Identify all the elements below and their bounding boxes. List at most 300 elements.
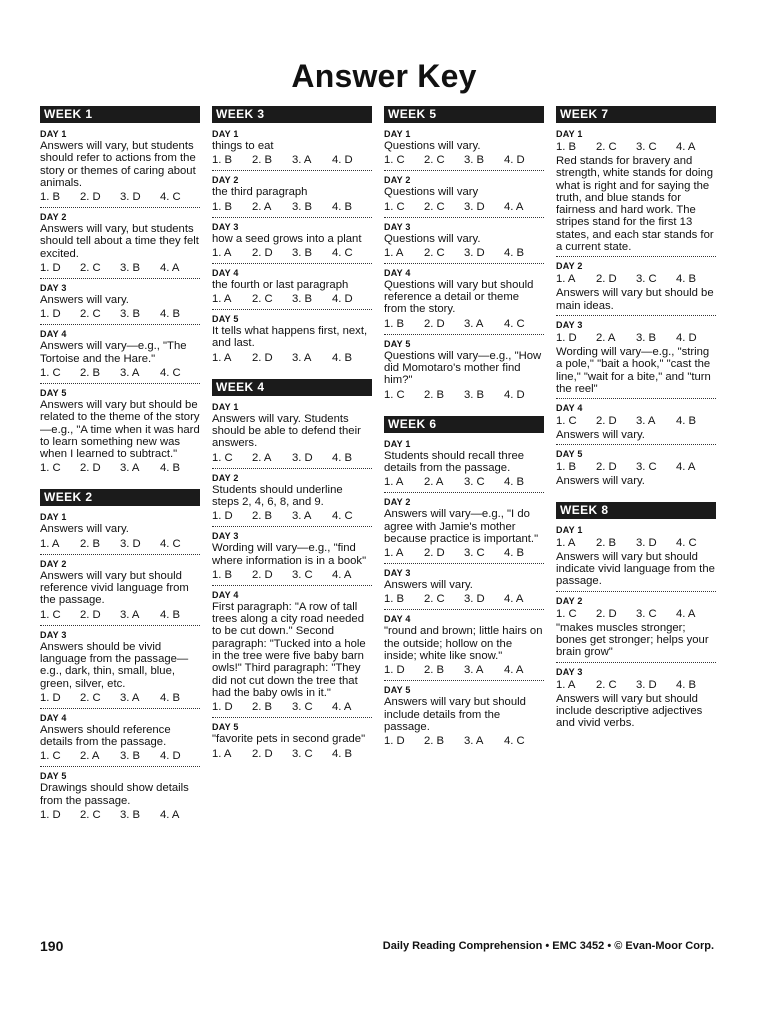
multiple-choice-answers — [556, 608, 716, 621]
choice-answer: 1. A — [212, 747, 232, 760]
day-block — [40, 388, 200, 475]
multiple-choice-answers — [40, 262, 200, 275]
day-block — [556, 403, 716, 441]
choice-answer: 3. C — [636, 273, 657, 286]
choice-answer: 3. A — [636, 415, 656, 428]
day-answer-text: Red stands for bravery and strength, white stands for doing what is right and for saying the truth, and blue stands for fairness and hard work. The stripes stand for the first 13 states, and each star stands for a current state. — [556, 155, 714, 254]
choice-answer: 3. A — [120, 366, 140, 379]
day-block — [384, 497, 544, 560]
day-block — [556, 525, 716, 588]
choice-answer: 1. D — [212, 701, 233, 714]
choice-answer: 1. D — [384, 735, 405, 748]
choice-answer: 1. A — [556, 678, 576, 691]
day-answer-text: Answers will vary. — [556, 429, 645, 442]
dotted-divider — [556, 398, 716, 399]
day-answer-text: Answers will vary, but students should tell about a time they felt excited. — [40, 223, 199, 260]
day-answer-text: Answers will vary. — [40, 294, 129, 307]
choice-answer: 4. A — [160, 809, 180, 822]
day-answer-text: It tells what happens first, next, and last. — [212, 325, 368, 350]
choice-answer: 3. A — [464, 664, 484, 677]
dotted-divider — [212, 217, 372, 218]
multiple-choice-answers — [40, 809, 200, 822]
day-answer-text: Answers will vary. — [556, 475, 645, 488]
choice-answer: 3. B — [120, 809, 141, 822]
choice-answer: 4. A — [504, 664, 524, 677]
day-answer-text: Answers will vary, but students should refer to actions from the story or themes of caring about animals. — [40, 140, 196, 189]
day-label: DAY 2 — [556, 261, 583, 272]
day-label: DAY 3 — [384, 221, 411, 232]
day-block — [556, 596, 716, 659]
day-label: DAY 5 — [212, 314, 239, 325]
choice-answer: 3. C — [464, 547, 485, 560]
choice-answer: 2. C — [80, 308, 101, 321]
choice-answer: 2. D — [596, 273, 617, 286]
choice-answer: 4. B — [332, 200, 353, 213]
week-header: WEEK 3 — [212, 106, 372, 123]
dotted-divider — [212, 585, 372, 586]
choice-answer: 2. A — [252, 451, 272, 464]
day-block — [384, 339, 544, 402]
multiple-choice-answers — [212, 510, 372, 523]
day-block — [212, 722, 372, 760]
choice-answer: 2. C — [424, 200, 445, 213]
choice-answer: 1. B — [384, 317, 405, 330]
day-block — [40, 283, 200, 321]
day-answer-text: the fourth or last paragraph — [212, 278, 349, 291]
multiple-choice-answers — [384, 664, 544, 677]
day-label: DAY 1 — [212, 129, 239, 139]
multiple-choice-answers — [212, 569, 372, 582]
choice-answer: 2. D — [424, 547, 445, 560]
day-label: DAY 3 — [556, 666, 583, 677]
answer-column-1 — [40, 106, 200, 822]
choice-answer: 2. B — [252, 701, 273, 714]
choice-answer: 2. B — [424, 664, 445, 677]
choice-answer: 4. C — [160, 191, 181, 204]
day-answer-text: Students should underline steps 2, 4, 6, 8, and 9. — [212, 483, 343, 508]
choice-answer: 4. A — [676, 607, 696, 620]
week-header: WEEK 6 — [384, 416, 544, 433]
choice-answer: 2. D — [80, 608, 101, 621]
dotted-divider — [384, 263, 544, 264]
day-block — [212, 222, 372, 260]
day-label: DAY 3 — [212, 221, 239, 232]
choice-answer: 2. D — [252, 246, 273, 259]
choice-answer: 4. B — [504, 547, 525, 560]
day-answer-text: things to eat — [212, 140, 274, 152]
choice-answer: 3. C — [292, 747, 313, 760]
multiple-choice-answers — [40, 692, 200, 705]
answer-column-4 — [556, 106, 716, 729]
dotted-divider — [40, 278, 200, 279]
day-answer-text: Answers will vary. Students should be able to defend their answers. — [212, 412, 361, 450]
choice-answer: 4. C — [160, 366, 181, 379]
multiple-choice-answers — [384, 318, 544, 331]
day-label: DAY 1 — [384, 129, 411, 139]
choice-answer: 4. D — [160, 750, 181, 763]
dotted-divider — [212, 309, 372, 310]
day-answer-text: the third paragraph — [212, 186, 308, 199]
dotted-divider — [40, 383, 200, 384]
dotted-divider — [212, 717, 372, 718]
dotted-divider — [384, 217, 544, 218]
multiple-choice-answers — [212, 247, 372, 260]
choice-answer: 4. C — [676, 536, 697, 549]
dotted-divider — [40, 324, 200, 325]
day-block — [40, 559, 200, 622]
choice-answer: 2. D — [252, 568, 273, 581]
choice-answer: 1. B — [212, 568, 233, 581]
choice-answer: 4. D — [504, 154, 525, 167]
choice-answer: 4. A — [332, 568, 352, 581]
day-block — [40, 212, 200, 275]
day-answer-text: "makes muscles stronger; bones get stronger; helps your brain grow" — [556, 621, 709, 659]
day-label: DAY 4 — [384, 614, 411, 625]
choice-answer: 1. D — [40, 308, 61, 321]
day-label: DAY 3 — [384, 568, 411, 579]
dotted-divider — [556, 662, 716, 663]
day-block — [384, 222, 544, 260]
day-answer-text: Students should recall three details from the passage. — [384, 449, 525, 474]
choice-answer: 1. D — [40, 809, 61, 822]
page-number: 190 — [40, 938, 64, 954]
multiple-choice-answers — [212, 452, 372, 465]
answer-column-3 — [384, 106, 544, 748]
dotted-divider — [384, 334, 544, 335]
day-block — [40, 771, 200, 822]
day-label: DAY 2 — [40, 212, 67, 223]
choice-answer: 3. B — [120, 262, 141, 275]
choice-answer: 1. A — [212, 293, 232, 306]
day-answer-text: Questions will vary. — [384, 140, 481, 152]
day-label: DAY 5 — [40, 771, 67, 782]
choice-answer: 2. C — [424, 154, 445, 167]
multiple-choice-answers — [384, 247, 544, 260]
choice-answer: 3. D — [464, 593, 485, 606]
choice-answer: 2. B — [252, 154, 273, 167]
day-block — [556, 129, 716, 253]
choice-answer: 3. A — [292, 510, 312, 523]
day-block — [212, 129, 372, 167]
day-answer-text: Answers will vary—e.g., "I do agree with Jamie's mother because practice is important." — [384, 508, 539, 545]
choice-answer: 1. C — [40, 608, 61, 621]
choice-answer: 4. B — [332, 747, 353, 760]
choice-answer: 3. A — [292, 351, 312, 364]
day-block — [384, 129, 544, 167]
dotted-divider — [40, 554, 200, 555]
dotted-divider — [556, 444, 716, 445]
day-answer-text: "favorite pets in second grade" — [212, 733, 366, 746]
choice-answer: 2. B — [424, 388, 445, 401]
week-header: WEEK 8 — [556, 502, 716, 519]
choice-answer: 4. B — [676, 273, 697, 286]
choice-answer: 2. C — [80, 691, 101, 704]
choice-answer: 3. B — [120, 308, 141, 321]
choice-answer: 1. A — [384, 547, 404, 560]
choice-answer: 3. D — [464, 200, 485, 213]
dotted-divider — [384, 680, 544, 681]
choice-answer: 3. D — [636, 536, 657, 549]
dotted-divider — [384, 563, 544, 564]
choice-answer: 4. A — [504, 593, 524, 606]
choice-answer: 2. D — [596, 461, 617, 474]
choice-answer: 1. C — [40, 366, 61, 379]
multiple-choice-answers — [556, 537, 716, 550]
day-block — [40, 329, 200, 380]
multiple-choice-answers — [556, 415, 716, 428]
choice-answer: 1. C — [556, 607, 577, 620]
day-label: DAY 2 — [212, 472, 239, 483]
multiple-choice-answers — [212, 293, 372, 306]
multiple-choice-answers — [384, 154, 544, 167]
day-label: DAY 5 — [384, 338, 411, 349]
day-answer-text: Answers will vary. — [40, 523, 129, 536]
day-block — [40, 713, 200, 764]
day-label: DAY 3 — [556, 319, 583, 330]
day-label: DAY 4 — [40, 712, 67, 723]
multiple-choice-answers — [212, 352, 372, 365]
choice-answer: 4. B — [676, 678, 697, 691]
choice-answer: 4. A — [504, 200, 524, 213]
choice-answer: 2. C — [80, 809, 101, 822]
choice-answer: 2. B — [252, 510, 273, 523]
choice-answer: 3. B — [292, 293, 313, 306]
multiple-choice-answers — [384, 201, 544, 214]
day-label: DAY 3 — [212, 531, 239, 542]
answer-column-2 — [212, 106, 372, 761]
choice-answer: 3. A — [120, 608, 140, 621]
day-label: DAY 1 — [556, 524, 583, 535]
dotted-divider — [212, 468, 372, 469]
choice-answer: 2. B — [80, 537, 101, 550]
day-label: DAY 2 — [212, 175, 239, 186]
choice-answer: 1. C — [384, 388, 405, 401]
dotted-divider — [556, 256, 716, 257]
choice-answer: 1. B — [212, 200, 233, 213]
day-label: DAY 5 — [212, 722, 239, 733]
choice-answer: 4. B — [160, 462, 181, 475]
multiple-choice-answers — [40, 462, 200, 475]
footer-credit: Daily Reading Comprehension • EMC 3452 • © Evan-Moor Corp. — [382, 940, 714, 952]
multiple-choice-answers — [384, 476, 544, 489]
week-header: WEEK 2 — [40, 489, 200, 506]
multiple-choice-answers — [212, 701, 372, 714]
choice-answer: 3. C — [636, 141, 657, 153]
day-answer-text: Wording will vary—e.g., "find where information is in a book" — [212, 542, 367, 567]
choice-answer: 2. B — [596, 536, 617, 549]
multiple-choice-answers — [384, 593, 544, 606]
day-answer-text: Questions will vary. — [384, 232, 481, 245]
choice-answer: 2. C — [596, 141, 617, 153]
day-block — [212, 268, 372, 306]
multiple-choice-answers — [556, 332, 716, 345]
day-label: DAY 5 — [40, 387, 67, 398]
choice-answer: 4. D — [332, 293, 353, 306]
day-label: DAY 5 — [384, 685, 411, 696]
choice-answer: 4. A — [676, 141, 696, 153]
week-header: WEEK 5 — [384, 106, 544, 123]
day-label: DAY 2 — [384, 497, 411, 508]
day-block — [556, 261, 716, 312]
multiple-choice-answers — [40, 538, 200, 551]
choice-answer: 2. B — [80, 366, 101, 379]
choice-answer: 2. D — [80, 191, 101, 204]
choice-answer: 4. A — [676, 461, 696, 474]
day-block — [212, 314, 372, 365]
choice-answer: 4. C — [332, 510, 353, 523]
multiple-choice-answers — [40, 367, 200, 380]
choice-answer: 3. A — [292, 154, 312, 167]
choice-answer: 4. D — [332, 154, 353, 167]
choice-answer: 4. C — [160, 537, 181, 550]
choice-answer: 1. C — [384, 154, 405, 167]
dotted-divider — [40, 708, 200, 709]
day-block — [384, 685, 544, 748]
choice-answer: 3. A — [120, 462, 140, 475]
day-answer-text: Answers will vary but should indicate vivid language from the passage. — [556, 550, 715, 588]
day-block — [212, 531, 372, 582]
day-label: DAY 5 — [556, 449, 583, 460]
dotted-divider — [556, 315, 716, 316]
choice-answer: 4. A — [160, 262, 180, 275]
multiple-choice-answers — [40, 191, 200, 204]
day-answer-text: how a seed grows into a plant — [212, 232, 362, 245]
day-answer-text: Answers will vary. — [384, 579, 473, 592]
choice-answer: 2. D — [424, 317, 445, 330]
choice-answer: 1. A — [384, 246, 404, 259]
choice-answer: 4. B — [332, 351, 353, 364]
day-label: DAY 2 — [384, 175, 411, 186]
week-header: WEEK 1 — [40, 106, 200, 123]
choice-answer: 2. C — [80, 262, 101, 275]
multiple-choice-answers — [212, 201, 372, 214]
choice-answer: 1. D — [384, 664, 405, 677]
choice-answer: 4. B — [332, 451, 353, 464]
choice-answer: 2. D — [252, 351, 273, 364]
choice-answer: 2. C — [252, 293, 273, 306]
dotted-divider — [384, 492, 544, 493]
choice-answer: 4. D — [676, 331, 697, 344]
choice-answer: 2. C — [424, 593, 445, 606]
choice-answer: 1. A — [212, 246, 232, 259]
dotted-divider — [556, 591, 716, 592]
choice-answer: 3. B — [464, 154, 485, 167]
multiple-choice-answers — [212, 748, 372, 761]
choice-answer: 1. D — [40, 691, 61, 704]
choice-answer: 3. B — [464, 388, 485, 401]
day-block — [556, 667, 716, 730]
choice-answer: 4. C — [504, 317, 525, 330]
multiple-choice-answers — [384, 735, 544, 748]
choice-answer: 4. B — [160, 608, 181, 621]
day-label: DAY 1 — [556, 129, 583, 139]
choice-answer: 1. A — [40, 537, 60, 550]
multiple-choice-answers — [40, 308, 200, 321]
day-label: DAY 3 — [40, 283, 67, 294]
choice-answer: 3. B — [292, 246, 313, 259]
day-block — [384, 568, 544, 606]
choice-answer: 1. A — [556, 536, 576, 549]
dotted-divider — [40, 625, 200, 626]
choice-answer: 1. A — [212, 351, 232, 364]
day-label: DAY 2 — [556, 595, 583, 606]
choice-answer: 3. C — [292, 568, 313, 581]
choice-answer: 1. D — [40, 262, 61, 275]
day-block — [384, 175, 544, 213]
dotted-divider — [384, 170, 544, 171]
multiple-choice-answers — [556, 141, 716, 154]
choice-answer: 3. A — [464, 735, 484, 748]
day-label: DAY 4 — [212, 589, 239, 600]
page-title: Answer Key — [291, 58, 477, 94]
choice-answer: 2. C — [424, 246, 445, 259]
choice-answer: 2. C — [596, 678, 617, 691]
day-answer-text: Answers will vary but should be main ideas. — [556, 287, 714, 312]
day-answer-text: Questions will vary—e.g., "How did Momotaro's mother find him?" — [384, 349, 542, 387]
day-answer-text: Answers will vary but should include details from the passage. — [384, 696, 526, 733]
choice-answer: 3. A — [120, 691, 140, 704]
multiple-choice-answers — [40, 609, 200, 622]
day-answer-text: First paragraph: "A row of tall trees along a city road needed to be cut down." Second paragraph: "Tucked into a hole in the tree were five baby barn owls!" Third paragraph: "They did not cut down the tree that had the baby owls in it." — [212, 600, 366, 699]
day-block — [212, 175, 372, 213]
day-block — [40, 129, 200, 204]
choice-answer: 1. B — [40, 191, 61, 204]
day-answer-text: Answers will vary but should include descriptive adjectives and vivid verbs. — [556, 692, 703, 730]
choice-answer: 3. D — [636, 678, 657, 691]
day-answer-text: Answers will vary but should be related to the theme of the story—e.g., "A time when it was hard to learn something new was when I learned to subtract." — [40, 398, 200, 461]
day-answer-text: Questions will vary but should reference a detail or theme from the story. — [384, 278, 534, 316]
choice-answer: 1. B — [384, 593, 405, 606]
day-label: DAY 1 — [212, 401, 239, 412]
day-label: DAY 4 — [384, 267, 411, 278]
day-answer-text: Questions will vary — [384, 186, 479, 199]
dotted-divider — [40, 766, 200, 767]
day-answer-text: Answers should reference details from the passage. — [40, 723, 171, 749]
choice-answer: 4. D — [504, 388, 525, 401]
day-block — [212, 590, 372, 714]
choice-answer: 1. D — [212, 510, 233, 523]
day-block — [384, 439, 544, 490]
choice-answer: 3. B — [292, 200, 313, 213]
day-block — [384, 614, 544, 677]
multiple-choice-answers — [384, 389, 544, 402]
choice-answer: 1. D — [556, 331, 577, 344]
multiple-choice-answers — [40, 750, 200, 763]
day-answer-text: Answers will vary—e.g., "The Tortoise and the Hare." — [40, 340, 187, 365]
choice-answer: 3. D — [464, 246, 485, 259]
day-block — [40, 512, 200, 550]
day-block — [212, 473, 372, 524]
choice-answer: 1. C — [40, 750, 61, 763]
multiple-choice-answers — [212, 154, 372, 167]
choice-answer: 1. A — [556, 273, 576, 286]
choice-answer: 4. A — [332, 701, 352, 714]
choice-answer: 4. B — [676, 415, 697, 428]
choice-answer: 3. C — [636, 461, 657, 474]
choice-answer: 1. C — [384, 200, 405, 213]
multiple-choice-answers — [556, 273, 716, 286]
choice-answer: 1. A — [384, 476, 404, 489]
multiple-choice-answers — [556, 679, 716, 692]
choice-answer: 3. A — [464, 317, 484, 330]
day-label: DAY 4 — [556, 403, 583, 414]
choice-answer: 1. B — [212, 154, 233, 167]
day-label: DAY 4 — [212, 267, 239, 278]
multiple-choice-answers — [556, 461, 716, 474]
day-label: DAY 1 — [384, 438, 411, 449]
choice-answer: 2. A — [80, 750, 100, 763]
dotted-divider — [384, 609, 544, 610]
